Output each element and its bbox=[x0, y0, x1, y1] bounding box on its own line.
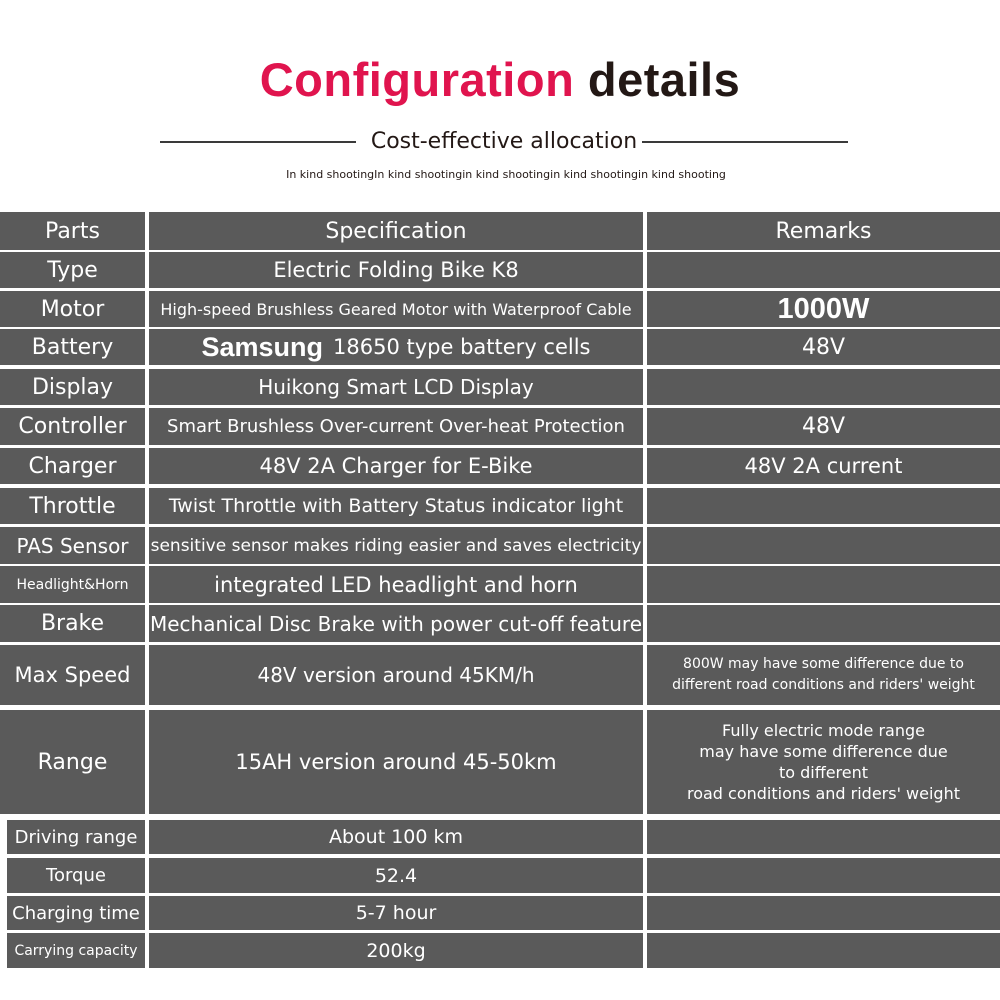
spec-cell: integrated LED headlight and horn bbox=[149, 566, 643, 603]
part-cell: Brake bbox=[0, 605, 145, 642]
table-row-brake bbox=[0, 605, 1000, 642]
remark-cell bbox=[647, 527, 1000, 564]
spec-cell: Huikong Smart LCD Display bbox=[149, 369, 643, 405]
table-row-charger bbox=[0, 448, 1000, 484]
spec-cell: Twist Throttle with Battery Status indicator light bbox=[149, 488, 643, 524]
remark-cell bbox=[647, 645, 1000, 705]
part-cell: Torque bbox=[7, 858, 145, 893]
spec-cell: 48V 2A Charger for E-Bike bbox=[149, 448, 643, 484]
remark-line: different road conditions and riders' weight bbox=[672, 677, 975, 693]
spec-cell: 200kg bbox=[149, 933, 643, 968]
remark-cell: 48V 2A current bbox=[647, 448, 1000, 484]
spec-cell: About 100 km bbox=[149, 820, 643, 854]
spec-cell: 5-7 hour bbox=[149, 896, 643, 930]
part-cell: Headlight&Horn bbox=[0, 566, 145, 603]
remark-cell bbox=[647, 605, 1000, 642]
part-cell: Driving range bbox=[7, 820, 145, 854]
spec-cell: sensitive sensor makes riding easier and saves electricity bbox=[149, 527, 643, 564]
remark-line: Fully electric mode range bbox=[721, 721, 925, 740]
table-row-charging-time bbox=[0, 896, 1000, 930]
remark-cell: 48V bbox=[647, 408, 1000, 445]
part-cell: PAS Sensor bbox=[0, 527, 145, 564]
remark-cell bbox=[647, 566, 1000, 603]
part-cell: Max Speed bbox=[0, 645, 145, 705]
table-row-range bbox=[0, 710, 1000, 814]
remark-cell bbox=[647, 488, 1000, 524]
page-title bbox=[0, 52, 1000, 108]
remark-cell bbox=[647, 369, 1000, 405]
spec-cell: 15AH version around 45-50km bbox=[149, 710, 643, 814]
table-row-torque bbox=[0, 858, 1000, 893]
spec-cell: 48V version around 45KM/h bbox=[149, 645, 643, 705]
part-cell: Throttle bbox=[0, 488, 145, 524]
remark-cell: 48V bbox=[647, 329, 1000, 365]
subtitle-divider bbox=[160, 128, 848, 156]
remark-cell bbox=[647, 252, 1000, 288]
remark-cell bbox=[647, 858, 1000, 893]
table-row-carrying-capacity bbox=[0, 933, 1000, 968]
spec-cell: Electric Folding Bike K8 bbox=[149, 252, 643, 288]
remark-line: 800W may have some difference due to bbox=[683, 656, 964, 672]
tagline: In kind shootingIn kind shootingin kind shootingin kind shootingin kind shooting bbox=[286, 168, 726, 181]
part-cell: Charging time bbox=[7, 896, 145, 930]
spec-cell: Mechanical Disc Brake with power cut-off feature bbox=[149, 605, 643, 642]
part-cell: Battery bbox=[0, 329, 145, 365]
battery-spec-text: 18650 type battery cells bbox=[333, 335, 591, 359]
divider-line-right bbox=[642, 141, 848, 143]
header-parts: Parts bbox=[0, 212, 145, 250]
table-header-row bbox=[0, 212, 1000, 250]
table-row-driving-range bbox=[0, 820, 1000, 854]
table-row-display bbox=[0, 369, 1000, 405]
spec-cell: 52.4 bbox=[149, 858, 643, 893]
title-details: details bbox=[587, 53, 741, 106]
remark-cell bbox=[647, 933, 1000, 968]
table-row-type bbox=[0, 252, 1000, 288]
spec-cell: Smart Brushless Over-current Over-heat Protection bbox=[149, 408, 643, 445]
remark-cell bbox=[647, 291, 1000, 327]
part-cell: Controller bbox=[0, 408, 145, 445]
table-row-motor bbox=[0, 291, 1000, 327]
table-row-max-speed bbox=[0, 645, 1000, 705]
remark-line: may have some difference due bbox=[699, 742, 948, 761]
part-cell: Type bbox=[0, 252, 145, 288]
title-configuration: Configuration bbox=[259, 53, 575, 106]
battery-brand: Samsung bbox=[201, 331, 324, 362]
motor-power-label: 1000W bbox=[777, 292, 870, 325]
table-row-controller bbox=[0, 408, 1000, 445]
table-row-battery bbox=[0, 329, 1000, 365]
remark-line: to different bbox=[778, 763, 869, 782]
table-row-pas-sensor bbox=[0, 527, 1000, 564]
table-row-headlight-horn bbox=[0, 566, 1000, 603]
header-specification: Specification bbox=[149, 212, 643, 250]
spec-cell bbox=[149, 329, 643, 365]
part-cell: Display bbox=[0, 369, 145, 405]
part-cell: Charger bbox=[0, 448, 145, 484]
part-cell: Range bbox=[0, 710, 145, 814]
table-row-throttle bbox=[0, 488, 1000, 524]
remark-line: road conditions and riders' weight bbox=[686, 784, 960, 803]
subtitle: Cost-effective allocation bbox=[370, 129, 638, 154]
remark-cell bbox=[647, 896, 1000, 930]
header-remarks: Remarks bbox=[647, 212, 1000, 250]
remark-cell bbox=[647, 710, 1000, 814]
spec-cell: High-speed Brushless Geared Motor with Waterproof Cable bbox=[149, 291, 643, 327]
remark-cell bbox=[647, 820, 1000, 854]
part-cell: Motor bbox=[0, 291, 145, 327]
part-cell: Carrying capacity bbox=[7, 933, 145, 968]
